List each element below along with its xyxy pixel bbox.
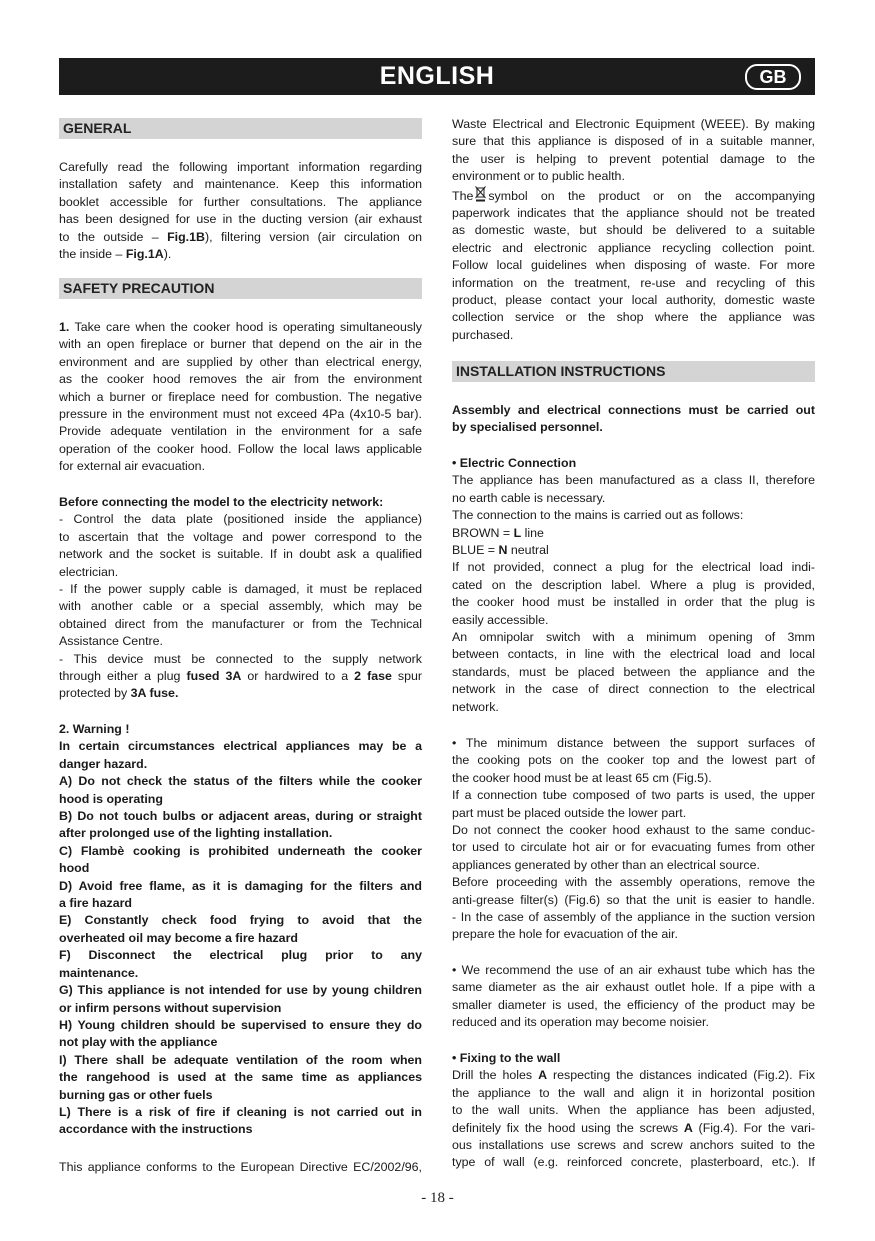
text-fragment: Take care when the cooker hood is operating simultaneously xyxy=(69,320,422,334)
text-line: easily accessible. xyxy=(452,612,549,627)
text-line: - In the case of assembly of the appliance in the suction version xyxy=(452,910,815,925)
text-line: ous installations use screws and screw anchors suited to the xyxy=(452,1138,815,1153)
text-line: which a burner or fireplace need for combustion. The negative xyxy=(59,389,422,404)
text-line: product, please contact your local authority, domestic waste xyxy=(452,293,815,308)
text-line: If a connection tube composed of two parts is used, the upper xyxy=(452,788,815,803)
text-line: anti-grease filter(s) (Fig.6) so that the unit is easier to handle. xyxy=(452,892,815,907)
text-line xyxy=(59,229,422,246)
text-line: Before proceeding with the assembly operations, remove the xyxy=(452,875,815,890)
text-line: Provide adequate ventilation in the environment for a safe xyxy=(59,424,422,439)
text-line: by specialised personnel. xyxy=(452,420,603,435)
text-fragment: definitely fix the hood using the screws xyxy=(452,1120,684,1135)
text-fragment: Drill the holes xyxy=(452,1068,539,1083)
warning-line: In certain circumstances electrical appliances may be a xyxy=(59,739,422,754)
page-number: - 18 - xyxy=(421,1190,454,1206)
text-line: An omnipolar switch with a minimum opening of 3mm xyxy=(452,630,815,645)
text-line: Carefully read the following important information regarding xyxy=(59,160,422,174)
text-line: Waste Electrical and Electronic Equipment (WEEE). By making xyxy=(452,117,815,131)
text-fragment: ), filtering version (air circulation on xyxy=(204,229,422,244)
warning-line: burning gas or other fuels xyxy=(59,1087,213,1102)
text-line: electric and electronic appliance recycling collection point. xyxy=(452,240,815,255)
text-fragment: or hardwired to a xyxy=(241,669,355,684)
directive-paragraph xyxy=(59,1159,422,1176)
text-line: • We recommend the use of an air exhaust tube which has the xyxy=(452,963,815,977)
text-line: as domestic waste, but should be delivered to a suitable xyxy=(452,223,815,238)
warning-line: C) Flambè cooking is prohibited underneath the cooker xyxy=(59,843,422,858)
page-title: ENGLISH xyxy=(379,62,495,90)
text-line: If not provided, connect a plug for the electrical load indi- xyxy=(452,560,815,575)
warning-line: 2. Warning ! xyxy=(59,722,130,736)
text-line: Do not connect the cooker hood exhaust to the same conduc- xyxy=(452,823,815,838)
text-emphasis: fused 3A xyxy=(186,669,242,684)
text-line: has been designed for use in the ducting version (air exhaust xyxy=(59,212,422,227)
text-line: collection service or the shop where the appliance was xyxy=(452,310,815,325)
text-line: tor used to circulate hot air or for evacuating fumes from other xyxy=(452,840,815,855)
text-line: the cooking pots on the cooker top and the lowest part of xyxy=(452,753,815,768)
text-emphasis: N xyxy=(498,543,508,558)
text-line: the appliance to the wall and align it in horizontal position xyxy=(452,1085,815,1100)
text-line xyxy=(59,668,422,685)
figure-reference: Fig.1A xyxy=(125,247,164,262)
text-line: the user is helping to prevent potential damage to the xyxy=(452,151,815,166)
text-fragment: line xyxy=(521,525,544,540)
warning-line: H) Young children should be supervised to ensure they do xyxy=(59,1017,422,1032)
text-line: information on the treatment, re-use and recycling of this xyxy=(452,275,815,290)
text-emphasis: A xyxy=(538,1068,548,1083)
text-line: cated on the description label. Where a plug is provided, xyxy=(452,577,815,592)
warning-line: E) Constantly check food frying to avoid that the xyxy=(59,913,422,928)
text-line: purchased. xyxy=(452,327,514,342)
warning-line: overheated oil may become a fire hazard xyxy=(59,930,298,945)
text-line xyxy=(452,525,815,542)
text-line: reduced and its operation may become noisier. xyxy=(452,1015,709,1030)
distance-section xyxy=(452,735,815,944)
text-emphasis: 2 fase xyxy=(354,669,392,684)
text-line: This appliance conforms to the European Directive EC/2002/96, xyxy=(59,1160,422,1174)
text-fragment: neutral xyxy=(507,543,549,558)
text-line: environment or to public health. xyxy=(452,169,625,184)
text-line: to the wall units. When the appliance has been adjusted, xyxy=(452,1103,815,1118)
text-line: pressure in the environment must not exceed 4Pa (4x10-5 bar). xyxy=(59,407,422,422)
text-fragment: the inside – xyxy=(59,247,126,262)
wall-fixing-section xyxy=(452,1050,815,1172)
text-line: smaller diameter is used, the efficiency of the product may be xyxy=(452,997,815,1012)
text-line xyxy=(452,1120,815,1137)
country-badge: GB xyxy=(745,64,801,90)
warning-line: L) There is a risk of fire if cleaning is not carried out in xyxy=(59,1104,422,1119)
text-line: Follow local guidelines when disposing of waste. For more xyxy=(452,258,815,273)
text-line xyxy=(452,1067,815,1084)
safety-heading: SAFETY PRECAUTION xyxy=(59,278,422,299)
crossed-bin-icon xyxy=(475,186,486,202)
subheading: • Fixing to the wall xyxy=(452,1051,561,1065)
warning-line: accordance with the instructions xyxy=(59,1122,253,1137)
text-line: booklet accessible for further consultations. The appliance xyxy=(59,194,422,209)
text-line: the cooker hood must be installed in order that the plug is xyxy=(452,595,815,610)
text-line: same diameter as the air exhaust outlet hole. If a pipe with a xyxy=(452,980,815,995)
text-fragment: The xyxy=(452,188,474,203)
warning-line: danger hazard. xyxy=(59,756,148,771)
text-line: as the cooker hood removes the air from the environment xyxy=(59,372,422,387)
language-banner xyxy=(59,58,815,95)
text-line: paperwork indicates that the appliance should not be treated xyxy=(452,206,815,221)
warning-line: maintenance. xyxy=(59,965,139,980)
text-fragment: (Fig.4). For the vari- xyxy=(692,1120,816,1135)
text-line: sure that this appliance is disposed of in a suitable manner, xyxy=(452,134,815,149)
safety-paragraph-1 xyxy=(59,319,422,476)
text-emphasis: A xyxy=(683,1120,693,1135)
text-line: type of wall (e.g. reinforced concrete, plasterboard, etc.). If xyxy=(452,1155,815,1170)
item-number: 1. xyxy=(59,320,70,334)
text-line: network. xyxy=(452,699,499,714)
text-line: network and the socket is suitable. If in doubt ask a qualified xyxy=(59,547,422,562)
general-heading: GENERAL xyxy=(59,118,422,139)
weee-paragraph xyxy=(452,116,815,344)
text-emphasis: 3A fuse. xyxy=(130,686,179,701)
text-line: The connection to the mains is carried out as follows: xyxy=(452,508,744,523)
warning-line: a fire hazard xyxy=(59,896,132,911)
warning-line: hood xyxy=(59,861,90,876)
warning-line: after prolonged use of the lighting installation. xyxy=(59,826,333,841)
text-fragment: protected by xyxy=(59,686,131,701)
text-line: - If the power supply cable is damaged, it must be replaced xyxy=(59,582,422,597)
electric-connection-section xyxy=(452,455,815,716)
figure-reference: Fig.1B xyxy=(167,229,205,244)
text-line: obtained direct from the manufacturer or from the Technical xyxy=(59,616,422,631)
text-fragment: symbol on the product or on the accompanying xyxy=(488,188,815,203)
text-line: - Control the data plate (positioned inside the appliance) xyxy=(59,512,422,527)
text-line xyxy=(59,246,422,263)
text-line: no earth cable is necessary. xyxy=(452,490,606,505)
subheading: • Electric Connection xyxy=(452,456,577,470)
text-fragment: respecting the distances indicated (Fig.2). Fix xyxy=(547,1068,815,1083)
text-fragment: BLUE = xyxy=(452,543,499,558)
text-line: Assistance Centre. xyxy=(59,634,163,649)
warning-line: I) There shall be adequate ventilation of the room when xyxy=(59,1052,422,1067)
text-line: part must be placed outside the lower part. xyxy=(452,805,687,820)
text-line: operation of the cooker hood. Follow the local laws applicable xyxy=(59,441,422,456)
text-line: to ascertain that the voltage and power correspond to the xyxy=(59,529,422,544)
text-line: environment and are supplied by other than electrical energy, xyxy=(59,354,422,369)
text-line xyxy=(452,542,815,559)
before-connecting-paragraph xyxy=(59,494,422,703)
text-fragment: BROWN = xyxy=(452,525,514,540)
warning-line: the rangehood is used at the same time as appliances xyxy=(59,1070,422,1085)
text-line xyxy=(452,186,815,205)
text-line xyxy=(59,685,422,702)
text-line: • The minimum distance between the support surfaces of xyxy=(452,736,815,750)
exhaust-tube-section xyxy=(452,962,815,1032)
text-line: The appliance has been manufactured as a class II, therefore xyxy=(452,473,815,488)
text-line: network in the case of direct connection to the electrical xyxy=(452,682,815,697)
assembly-notice xyxy=(452,402,815,437)
text-line: for external air evacuation. xyxy=(59,459,206,474)
warning-line: F) Disconnect the electrical plug prior to any xyxy=(59,948,422,963)
text-fragment: ). xyxy=(163,247,172,262)
text-line: between contacts, in line with the electrical load and local xyxy=(452,647,815,662)
text-fragment: through either a plug xyxy=(59,669,187,684)
warning-line: D) Avoid free flame, as it is damaging for the filters and xyxy=(59,878,422,893)
subheading: Before connecting the model to the electricity network: xyxy=(59,495,384,509)
text-line: installation safety and maintenance. Keep this information xyxy=(59,177,422,192)
text-line: Assembly and electrical connections must be carried out xyxy=(452,403,815,417)
warning-line: or infirm persons without supervision xyxy=(59,1000,282,1015)
warning-line: G) This appliance is not intended for use by young children xyxy=(59,983,422,998)
warning-line: B) Do not touch bulbs or adjacent areas, during or straight xyxy=(59,809,422,824)
text-fragment: spur xyxy=(391,669,423,684)
text-fragment: to the outside – xyxy=(59,229,168,244)
text-line: standards, must be placed between the appliance and the xyxy=(452,664,815,679)
warning-list xyxy=(59,721,422,1139)
warning-line: hood is operating xyxy=(59,791,163,806)
text-line: the cooker hood must be at least 65 cm (Fig.5). xyxy=(452,770,712,785)
text-line: with another cable or a special assembly, which may be xyxy=(59,599,422,614)
warning-line: not play with the appliance xyxy=(59,1035,218,1050)
text-line: - This device must be connected to the supply network xyxy=(59,651,422,666)
text-emphasis: L xyxy=(513,525,522,540)
text-line: prepare the hole for evacuation of the air. xyxy=(452,927,678,942)
text-line: with an open fireplace or burner that depend on the air in the xyxy=(59,337,422,352)
general-paragraph xyxy=(59,159,422,263)
installation-heading: INSTALLATION INSTRUCTIONS xyxy=(452,361,815,382)
text-line xyxy=(59,319,422,336)
text-line: appliances generated by other than an electrical source. xyxy=(452,857,760,872)
text-line: electrician. xyxy=(59,564,119,579)
warning-line: A) Do not check the status of the filters while the cooker xyxy=(59,774,422,789)
